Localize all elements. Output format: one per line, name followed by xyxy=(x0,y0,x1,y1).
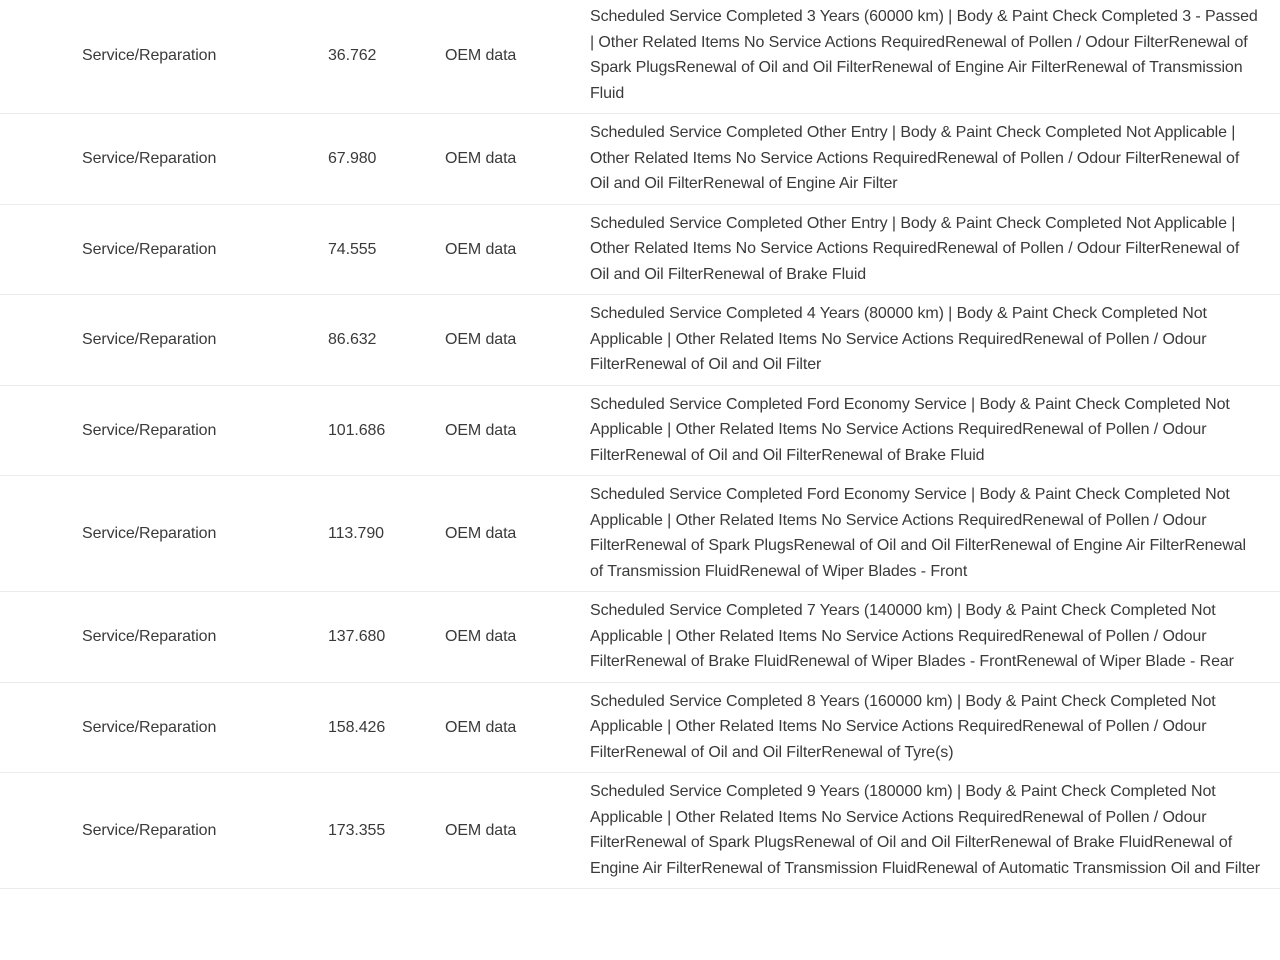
service-description: Scheduled Service Completed Ford Economy Service | Body & Paint Check Completed Not Applicable | Other Related Items No Service Actions RequiredRenewal of Pollen / Odour FilterRenewal of Spark PlugsRenewal of Oil and Oil FilterRenewal of Engine Air FilterRenewal of Transmission FluidRenewal of Wiper Blades - Front xyxy=(590,486,1246,580)
data-source: OEM data xyxy=(445,331,517,348)
service-description: Scheduled Service Completed 4 Years (80000 km) | Body & Paint Check Completed Not Applicable | Other Related Items No Service Actions RequiredRenewal of Pollen / Odour FilterRenewal of Oil and Oil Filter xyxy=(590,305,1207,373)
table-row xyxy=(0,114,1280,205)
entry-type: Service/Reparation xyxy=(82,331,217,348)
mileage: 137.680 xyxy=(328,628,386,645)
service-description: Scheduled Service Completed 9 Years (180000 km) | Body & Paint Check Completed Not Applicable | Other Related Items No Service Actions RequiredRenewal of Pollen / Odour FilterRenewal of Spark PlugsRenewal of Oil and Oil FilterRenewal of Brake FluidRenewal of Engine Air FilterRenewal of Transmission FluidRenewal of Automatic Transmission Oil and Filter xyxy=(590,783,1260,877)
table-row xyxy=(0,386,1280,477)
mileage: 158.426 xyxy=(328,718,386,736)
service-description: Scheduled Service Completed 3 Years (60000 km) | Body & Paint Check Completed 3 - Passed | Other Related Items No Service Actions RequiredRenewal of Pollen / Odour FilterRenewal of Spark PlugsRenewal of Oil and Oil FilterRenewal of Engine Air FilterRenewal of Transmission Fluid xyxy=(590,8,1258,102)
table-row xyxy=(0,683,1280,774)
entry-type: Service/Reparation xyxy=(82,150,217,167)
data-source: OEM data xyxy=(445,628,517,645)
entry-type: Service/Reparation xyxy=(82,240,217,258)
service-description: Scheduled Service Completed 7 Years (140000 km) | Body & Paint Check Completed Not Applicable | Other Related Items No Service Actions RequiredRenewal of Pollen / Odour FilterRenewal of Brake FluidRenewal of Wiper Blades - FrontRenewal of Wiper Blade - Rear xyxy=(590,602,1234,670)
mileage: 86.632 xyxy=(328,331,377,348)
entry-type: Service/Reparation xyxy=(82,718,217,736)
data-source: OEM data xyxy=(445,718,517,736)
data-source: OEM data xyxy=(445,524,517,542)
table-row xyxy=(0,476,1280,592)
table-row xyxy=(0,592,1280,683)
service-description: Scheduled Service Completed Other Entry | Body & Paint Check Completed Not Applicable | Other Related Items No Service Actions RequiredRenewal of Pollen / Odour FilterRenewal of Oil and Oil FilterRenewal of Engine Air Filter xyxy=(590,124,1240,192)
table-row xyxy=(0,205,1280,296)
table-row xyxy=(0,0,1280,114)
data-source: OEM data xyxy=(445,150,517,167)
mileage: 36.762 xyxy=(328,46,377,64)
entry-type: Service/Reparation xyxy=(82,628,217,645)
data-source: OEM data xyxy=(445,821,517,839)
mileage: 67.980 xyxy=(328,150,377,167)
mileage: 173.355 xyxy=(328,821,386,839)
entry-type: Service/Reparation xyxy=(82,421,217,439)
service-description: Scheduled Service Completed Other Entry | Body & Paint Check Completed Not Applicable | Other Related Items No Service Actions RequiredRenewal of Pollen / Odour FilterRenewal of Oil and Oil FilterRenewal of Brake Fluid xyxy=(590,214,1240,283)
entry-type: Service/Reparation xyxy=(82,524,217,542)
data-source: OEM data xyxy=(445,240,517,258)
table-row xyxy=(0,295,1280,386)
entry-type: Service/Reparation xyxy=(82,821,217,839)
service-description: Scheduled Service Completed 8 Years (160000 km) | Body & Paint Check Completed Not Applicable | Other Related Items No Service Actions RequiredRenewal of Pollen / Odour FilterRenewal of Oil and Oil FilterRenewal of Tyre(s) xyxy=(590,692,1216,761)
entry-type: Service/Reparation xyxy=(82,46,217,64)
data-source: OEM data xyxy=(445,421,517,439)
mileage: 101.686 xyxy=(328,421,386,439)
table-row xyxy=(0,773,1280,889)
data-source: OEM data xyxy=(445,46,517,64)
mileage: 113.790 xyxy=(328,524,384,542)
mileage: 74.555 xyxy=(328,240,377,258)
service-description: Scheduled Service Completed Ford Economy Service | Body & Paint Check Completed Not Applicable | Other Related Items No Service Actions RequiredRenewal of Pollen / Odour FilterRenewal of Oil and Oil FilterRenewal of Brake Fluid xyxy=(590,395,1230,464)
